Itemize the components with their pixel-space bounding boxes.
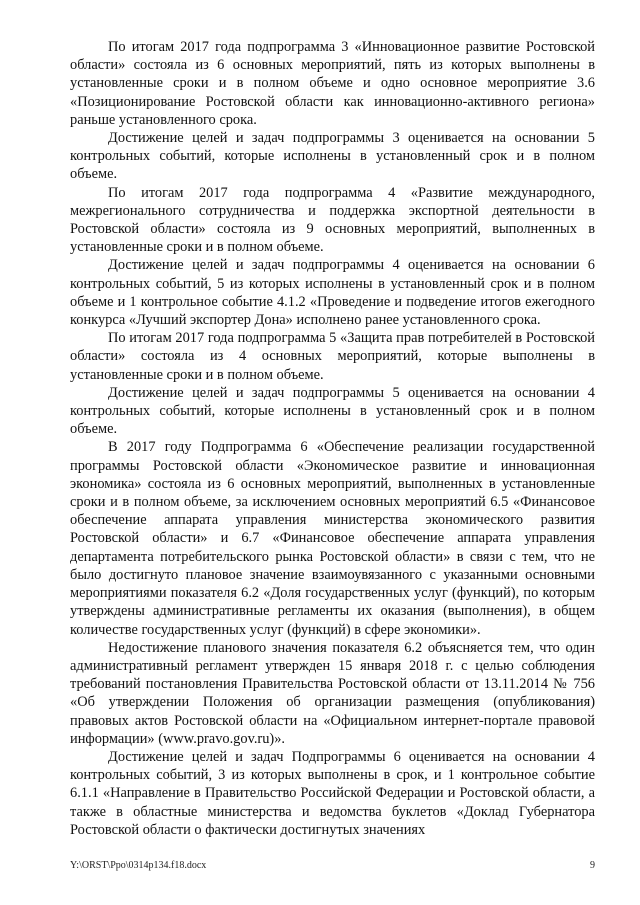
paragraph: Достижение целей и задач подпрограммы 3 оценивается на основании 5 контрольных событий, которые исполнены в установленный срок и в полном объеме.: [70, 130, 595, 183]
page-number: 9: [590, 860, 595, 871]
paragraph: Достижение целей и задач Подпрограммы 6 оценивается на основании 4 контрольных событий, 3 из которых выполнены в срок, и 1 контрольное событие 6.1.1 «Направление в Правительство Российской Федерации и Ростовской области, а также в областные министерства и ведомства буклетов «Доклад Губернатора Ростовской области о фактически достигнутых значениях: [70, 748, 595, 838]
paragraph: По итогам 2017 года подпрограмма 3 «Инновационное развитие Ростовской области» состояла из 6 основных мероприятий, пять из которых выполнены в установленные сроки и в полном объеме и одно основное мероприятие 3.6 «Позиционирование Ростовской области как инновационно-активного региона» раньше установленного срока.: [70, 39, 595, 128]
paragraph: По итогам 2017 года подпрограмма 4 «Развитие международного, межрегионального сотрудничества и поддержка экспортной деятельности в Ростовской области» состояла из 9 основных мероприятий, выполненных в установленные сроки и в полном объеме.: [70, 184, 595, 256]
file-path: Y:\ORST\Ppo\0314p134.f18.docx: [70, 860, 207, 871]
paragraph: По итогам 2017 года подпрограмма 5 «Защита прав потребителей в Ростовской области» состояла из 4 основных мероприятий, которые выполнены в установленные сроки и в полном объеме.: [70, 330, 595, 383]
document-body: [70, 38, 595, 839]
paragraph: Недостижение планового значения показателя 6.2 объясняется тем, что один административный регламент утвержден 15 января 2018 г. с целью соблюдения требований постановления Правительства Ростовской области от 13.11.2014 № 756 «Об утверждении Положения об организации размещения (опубликования) правовых актов Ростовской области на «Официальном интернет-портале правовой информации» (www.pravo.gov.ru)».: [70, 639, 595, 747]
paragraph: Достижение целей и задач подпрограммы 5 оценивается на основании 4 контрольных событий, которые исполнены в установленный срок и в полном объеме.: [70, 384, 595, 438]
paragraph: В 2017 году Подпрограмма 6 «Обеспечение реализации государственной программы Ростовской области «Экономическое развитие и инновационная экономика» состояла из 6 основных мероприятий, выполненных в установленные сроки и в полном объеме, за исключением основных мероприятий 6.5 «Финансовое обеспечение аппарата управления министерства экономического развития Ростовской области» и 6.7 «Финансовое обеспечение аппарата управления департамента потребительского рынка Ростовской области» в связи с тем, что не было достигнуто плановое значение взаимоувязанного с указанными основными мероприятиями показателя 6.2 «Доля государственных услуг (функций), по которым утверждены административные регламенты их оказания (выполнения), в общем количестве государственных услуг (функций) в сфере экономики».: [70, 439, 595, 638]
paragraph: Достижение целей и задач подпрограммы 4 оценивается на основании 6 контрольных событий, 5 из которых исполнены в установленный срок и в полном объеме и 1 контрольное событие 4.1.2 «Проведение и подведение итогов ежегодного конкурса «Лучший экспортер Дона» исполнено ранее установленного срока.: [70, 257, 595, 329]
